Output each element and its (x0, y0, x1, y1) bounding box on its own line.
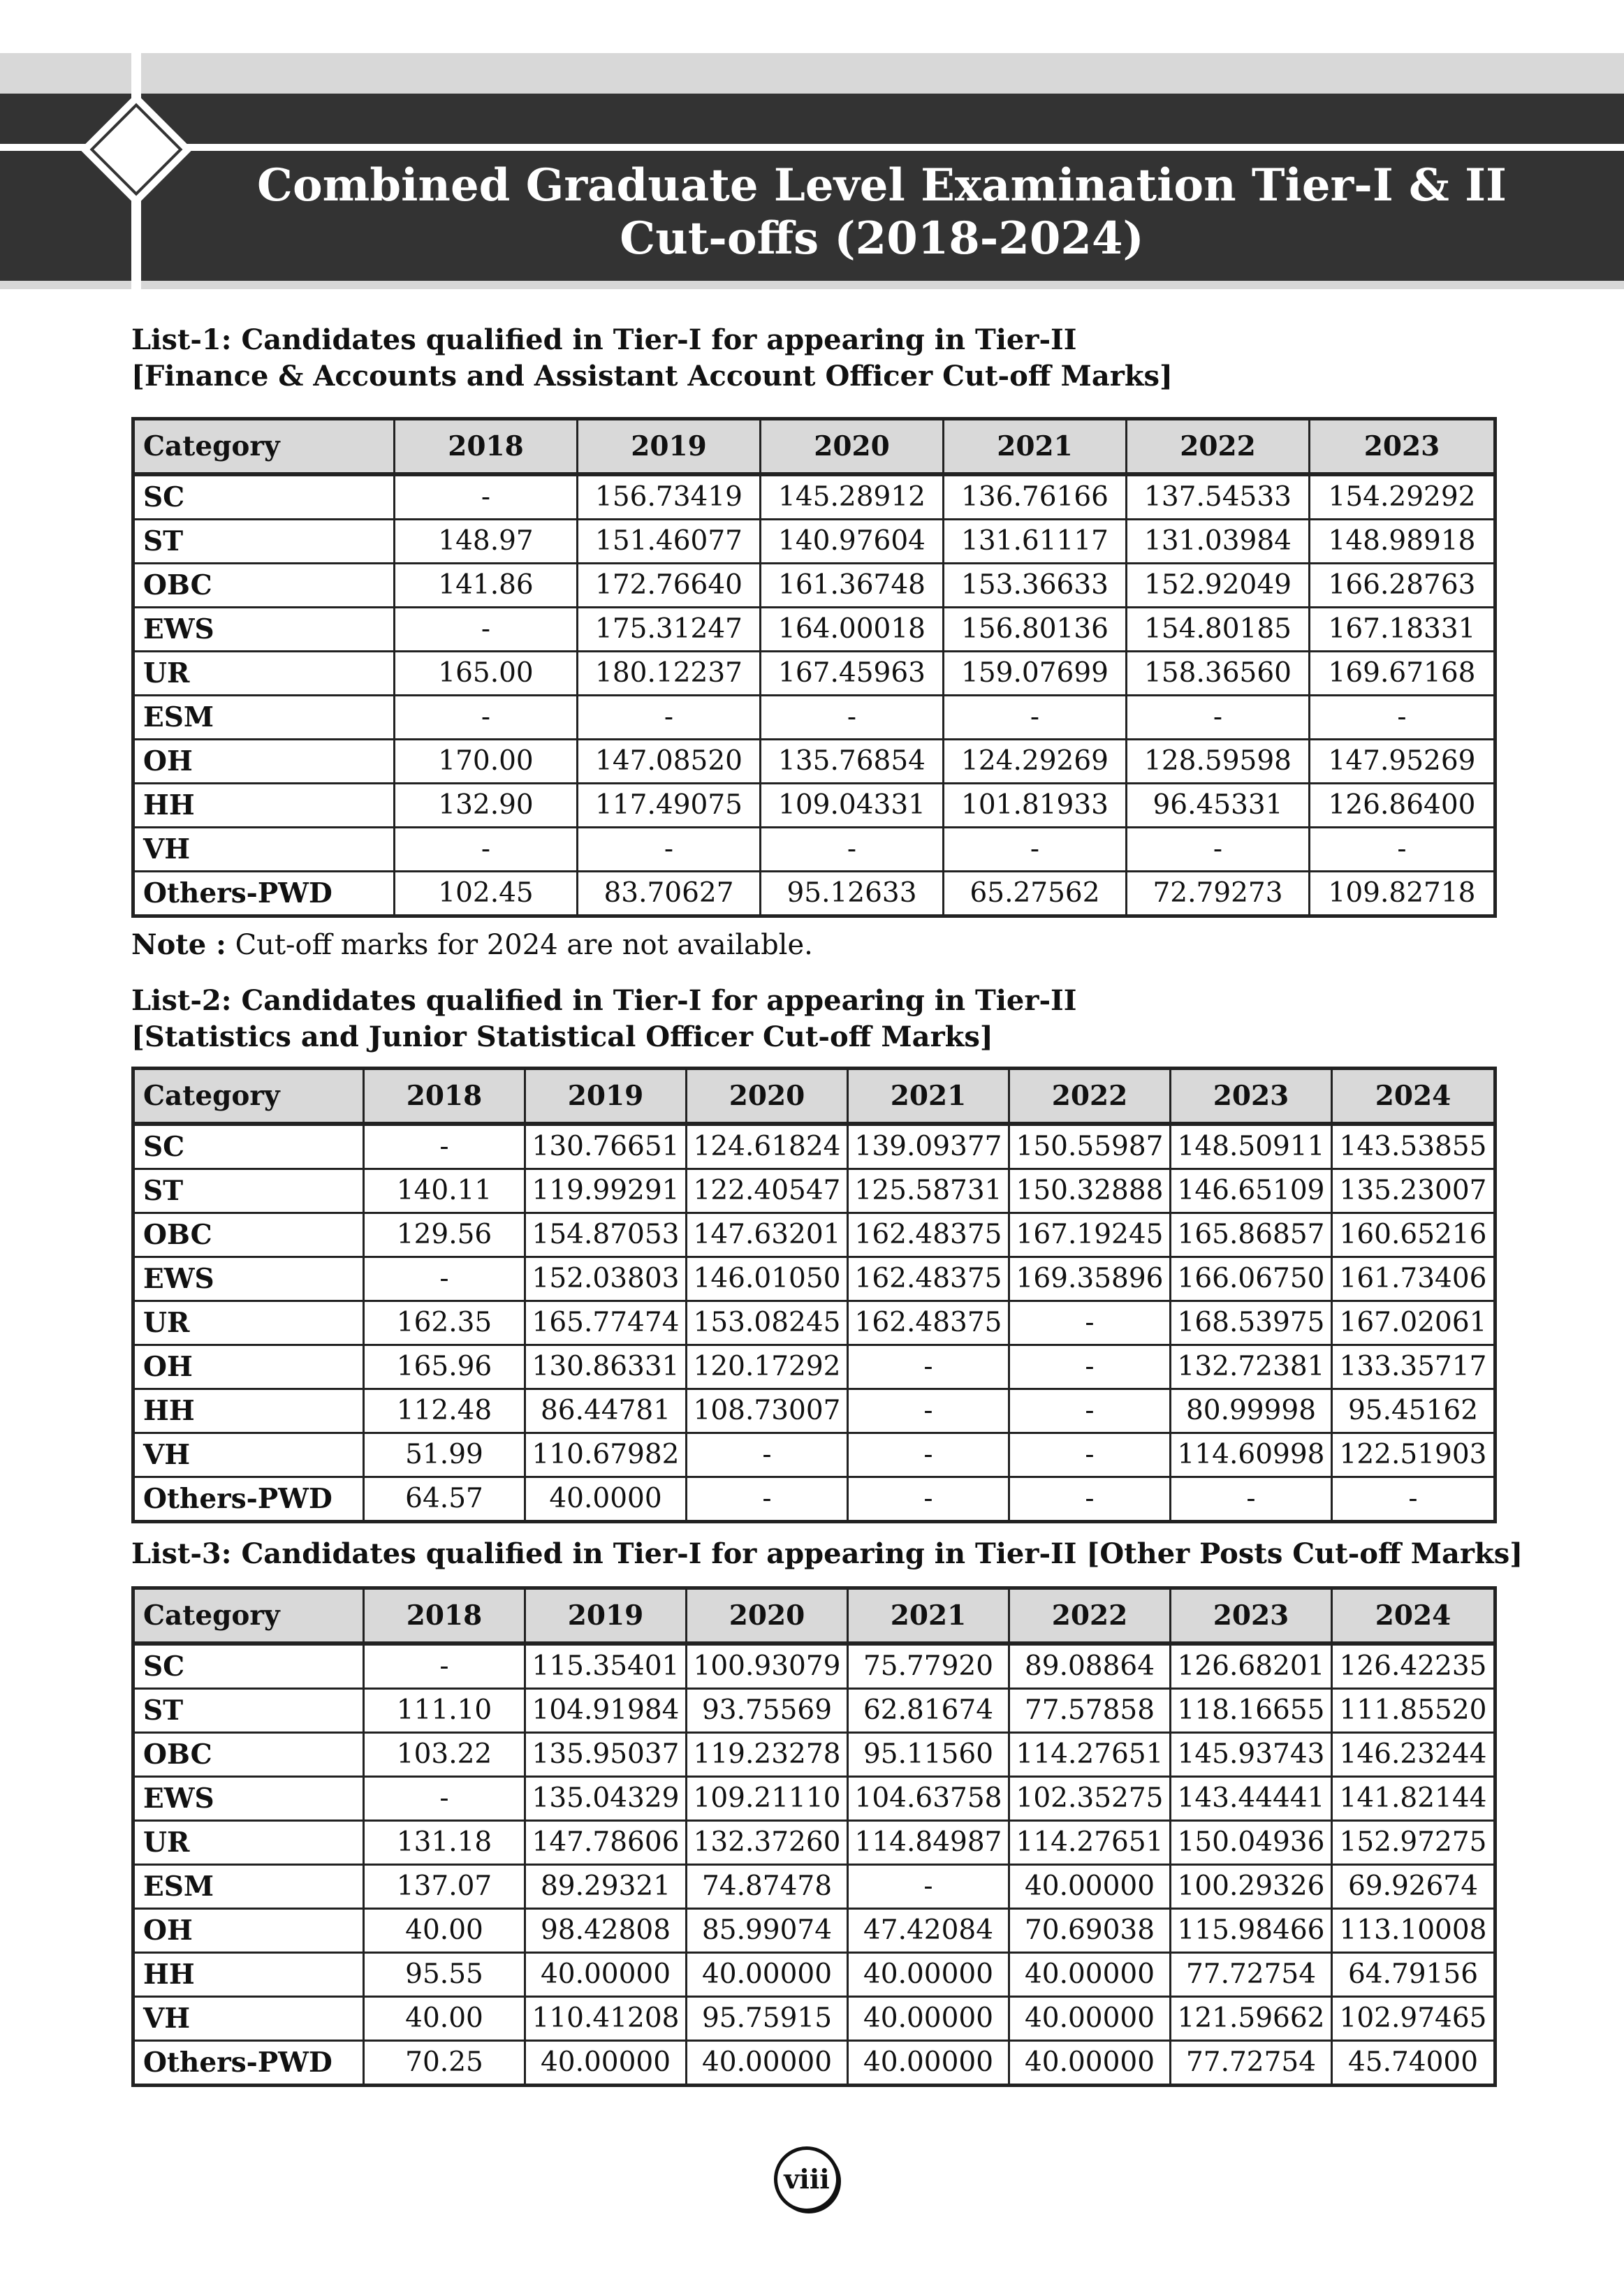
table-row (133, 1953, 1495, 1997)
cutoff-cell: 40.00000 (1009, 1865, 1171, 1909)
cutoff-cell: 115.35401 (525, 1644, 687, 1689)
table-row (133, 1477, 1495, 1522)
cutoff-cell: 77.72754 (1171, 2041, 1332, 2086)
cutoff-cell: 162.48375 (848, 1257, 1009, 1301)
cutoff-cell: 103.22 (364, 1733, 525, 1777)
cutoff-cell: 161.36748 (761, 564, 944, 608)
cutoff-cell: 130.76651 (525, 1124, 687, 1169)
cutoff-cell: 86.44781 (525, 1389, 687, 1433)
table-header-row (133, 1069, 1495, 1125)
cutoff-cell: 40.00000 (1009, 1953, 1171, 1997)
cutoff-cell: 145.28912 (761, 474, 944, 520)
cutoff-cell: 70.25 (364, 2041, 525, 2086)
cutoff-cell: 113.10008 (1332, 1909, 1495, 1953)
cutoff-cell: 164.00018 (761, 608, 944, 652)
cutoff-cell: - (578, 696, 761, 740)
cutoff-cell: 141.82144 (1332, 1777, 1495, 1821)
cutoff-cell: 135.95037 (525, 1733, 687, 1777)
page-title: Combined Graduate Level Examination Tier-I & II (257, 159, 1507, 212)
table-row (133, 696, 1495, 740)
cutoff-cell: 152.03803 (525, 1257, 687, 1301)
row-category: UR (133, 1301, 364, 1345)
cutoff-cell: - (395, 474, 578, 520)
row-category: VH (133, 828, 395, 872)
cutoff-cell: 111.85520 (1332, 1689, 1495, 1733)
cutoff-cell: 119.23278 (687, 1733, 848, 1777)
cutoff-cell: - (687, 1433, 848, 1477)
cutoff-cell: 40.00000 (1009, 1997, 1171, 2041)
cutoff-cell: 40.0000 (525, 1477, 687, 1522)
cutoff-cell: 147.63201 (687, 1213, 848, 1257)
column-header-category: Category (133, 419, 395, 475)
cutoff-cell: 156.80136 (944, 608, 1127, 652)
cutoff-cell: 143.44441 (1171, 1777, 1332, 1821)
cutoff-cell: - (1310, 828, 1495, 872)
cutoff-cell: 111.10 (364, 1689, 525, 1733)
cutoff-cell: 172.76640 (578, 564, 761, 608)
column-header-year: 2018 (395, 419, 578, 475)
table-row (133, 1389, 1495, 1433)
row-category: VH (133, 1433, 364, 1477)
cutoff-cell: 96.45331 (1127, 784, 1310, 828)
cutoff-cell: 40.00000 (848, 1997, 1009, 2041)
cutoff-cell: 124.61824 (687, 1124, 848, 1169)
cutoff-cell: 114.84987 (848, 1821, 1009, 1865)
cutoff-cell: 109.21110 (687, 1777, 848, 1821)
table-row (133, 1909, 1495, 1953)
cutoff-cell: 117.49075 (578, 784, 761, 828)
cutoff-cell: 132.90 (395, 784, 578, 828)
row-category: EWS (133, 1257, 364, 1301)
table-row (133, 608, 1495, 652)
cutoff-cell: - (761, 828, 944, 872)
cutoff-cell: - (1009, 1345, 1171, 1389)
table-row (133, 1433, 1495, 1477)
row-category: EWS (133, 1777, 364, 1821)
row-category: ESM (133, 696, 395, 740)
cutoff-cell: 64.79156 (1332, 1953, 1495, 1997)
cutoff-cell: 147.95269 (1310, 740, 1495, 784)
cutoff-cell: 140.97604 (761, 520, 944, 564)
cutoff-cell: - (944, 696, 1127, 740)
cutoff-cell: 148.50911 (1171, 1124, 1332, 1169)
row-category: OH (133, 1909, 364, 1953)
cutoff-cell: 40.00 (364, 1997, 525, 2041)
column-header-year: 2022 (1127, 419, 1310, 475)
cutoff-cell: 132.37260 (687, 1821, 848, 1865)
list1-table (131, 417, 1497, 918)
column-header-year: 2021 (848, 1069, 1009, 1125)
cutoff-cell: 65.27562 (944, 872, 1127, 916)
cutoff-cell: 83.70627 (578, 872, 761, 916)
column-header-year: 2021 (848, 1588, 1009, 1644)
row-category: OH (133, 1345, 364, 1389)
cutoff-cell: - (395, 696, 578, 740)
cutoff-cell: 89.29321 (525, 1865, 687, 1909)
cutoff-cell: 153.08245 (687, 1301, 848, 1345)
table-row (133, 520, 1495, 564)
column-header-category: Category (133, 1588, 364, 1644)
list2-subtitle: [Statistics and Junior Statistical Officer Cut-off Marks] (131, 1020, 993, 1053)
row-category: HH (133, 784, 395, 828)
cutoff-cell: 165.77474 (525, 1301, 687, 1345)
row-category: UR (133, 1821, 364, 1865)
cutoff-cell: 133.35717 (1332, 1345, 1495, 1389)
cutoff-cell: 162.35 (364, 1301, 525, 1345)
column-header-year: 2020 (761, 419, 944, 475)
cutoff-cell: 139.09377 (848, 1124, 1009, 1169)
list2-table (131, 1067, 1497, 1523)
column-header-year: 2021 (944, 419, 1127, 475)
cutoff-cell: 167.02061 (1332, 1301, 1495, 1345)
table-row (133, 1821, 1495, 1865)
cutoff-cell: 143.53855 (1332, 1124, 1495, 1169)
column-header-year: 2022 (1009, 1588, 1171, 1644)
header-top-strip (0, 53, 1624, 94)
column-header-year: 2018 (364, 1069, 525, 1125)
row-category: OH (133, 740, 395, 784)
cutoff-cell: 110.41208 (525, 1997, 687, 2041)
column-header-year: 2018 (364, 1588, 525, 1644)
cutoff-cell: 148.97 (395, 520, 578, 564)
cutoff-cell: - (1009, 1389, 1171, 1433)
table-header-row (133, 419, 1495, 475)
column-header-year: 2020 (687, 1069, 848, 1125)
cutoff-cell: 170.00 (395, 740, 578, 784)
cutoff-cell: 135.76854 (761, 740, 944, 784)
table-row (133, 474, 1495, 520)
list1-title: List-1: Candidates qualified in Tier-I for appearing in Tier-II (131, 323, 1077, 356)
cutoff-cell: - (1009, 1477, 1171, 1522)
cutoff-cell: 95.75915 (687, 1997, 848, 2041)
cutoff-cell: - (1171, 1477, 1332, 1522)
row-category: VH (133, 1997, 364, 2041)
cutoff-cell: - (395, 608, 578, 652)
header-rule (0, 144, 1624, 151)
cutoff-cell: 156.73419 (578, 474, 761, 520)
cutoff-cell: - (395, 828, 578, 872)
cutoff-cell: 132.72381 (1171, 1345, 1332, 1389)
cutoff-cell: - (364, 1257, 525, 1301)
cutoff-cell: 146.01050 (687, 1257, 848, 1301)
column-header-year: 2024 (1332, 1588, 1495, 1644)
cutoff-cell: 125.58731 (848, 1169, 1009, 1213)
cutoff-cell: - (1009, 1301, 1171, 1345)
cutoff-cell: 114.27651 (1009, 1733, 1171, 1777)
table-row (133, 1169, 1495, 1213)
page-subtitle: Cut-offs (2018-2024) (620, 212, 1144, 265)
row-category: Others-PWD (133, 2041, 364, 2086)
cutoff-cell: 169.35896 (1009, 1257, 1171, 1301)
row-category: ESM (133, 1865, 364, 1909)
table-row (133, 1733, 1495, 1777)
column-header-year: 2019 (525, 1588, 687, 1644)
cutoff-cell: 40.00 (364, 1909, 525, 1953)
cutoff-cell: 122.40547 (687, 1169, 848, 1213)
cutoff-cell: 150.04936 (1171, 1821, 1332, 1865)
cutoff-cell: 40.00000 (687, 1953, 848, 1997)
table-row (133, 564, 1495, 608)
table-row (133, 2041, 1495, 2086)
row-category: SC (133, 474, 395, 520)
row-category: UR (133, 652, 395, 696)
page-number: viii (774, 2146, 840, 2212)
list3-title: List-3: Candidates qualified in Tier-I for appearing in Tier-II [Other Posts Cut-off Marks] (131, 1537, 1523, 1570)
cutoff-cell: - (848, 1477, 1009, 1522)
row-category: EWS (133, 608, 395, 652)
cutoff-cell: 93.75569 (687, 1689, 848, 1733)
table-row (133, 872, 1495, 916)
cutoff-cell: 135.04329 (525, 1777, 687, 1821)
cutoff-cell: 47.42084 (848, 1909, 1009, 1953)
cutoff-cell: - (364, 1124, 525, 1169)
table-row (133, 740, 1495, 784)
cutoff-cell: 120.17292 (687, 1345, 848, 1389)
cutoff-cell: 167.45963 (761, 652, 944, 696)
cutoff-cell: 100.29326 (1171, 1865, 1332, 1909)
cutoff-cell: 136.76166 (944, 474, 1127, 520)
cutoff-cell: 77.57858 (1009, 1689, 1171, 1733)
cutoff-cell: 131.18 (364, 1821, 525, 1865)
column-header-year: 2024 (1332, 1069, 1495, 1125)
column-header-year: 2019 (578, 419, 761, 475)
cutoff-cell: 95.55 (364, 1953, 525, 1997)
cutoff-cell: 80.99998 (1171, 1389, 1332, 1433)
cutoff-cell: 159.07699 (944, 652, 1127, 696)
table-row (133, 1257, 1495, 1301)
cutoff-cell: 131.03984 (1127, 520, 1310, 564)
cutoff-cell: 141.86 (395, 564, 578, 608)
column-header-category: Category (133, 1069, 364, 1125)
cutoff-cell: 64.57 (364, 1477, 525, 1522)
cutoff-cell: - (848, 1433, 1009, 1477)
table-row (133, 1777, 1495, 1821)
cutoff-cell: 150.32888 (1009, 1169, 1171, 1213)
cutoff-cell: 151.46077 (578, 520, 761, 564)
cutoff-cell: 95.11560 (848, 1733, 1009, 1777)
cutoff-cell: 110.67982 (525, 1433, 687, 1477)
row-category: Others-PWD (133, 872, 395, 916)
header-bottom-strip (0, 281, 1624, 289)
cutoff-cell: 129.56 (364, 1213, 525, 1257)
cutoff-cell: 135.23007 (1332, 1169, 1495, 1213)
cutoff-cell: 102.35275 (1009, 1777, 1171, 1821)
cutoff-cell: 40.00000 (525, 1953, 687, 1997)
cutoff-cell: 162.48375 (848, 1301, 1009, 1345)
cutoff-cell: 104.91984 (525, 1689, 687, 1733)
cutoff-cell: 140.11 (364, 1169, 525, 1213)
cutoff-cell: 77.72754 (1171, 1953, 1332, 1997)
cutoff-cell: 109.04331 (761, 784, 944, 828)
cutoff-cell: 62.81674 (848, 1689, 1009, 1733)
row-category: SC (133, 1644, 364, 1689)
cutoff-cell: 114.27651 (1009, 1821, 1171, 1865)
cutoff-cell: 126.42235 (1332, 1644, 1495, 1689)
cutoff-cell: 126.86400 (1310, 784, 1495, 828)
row-category: ST (133, 1169, 364, 1213)
cutoff-cell: 166.28763 (1310, 564, 1495, 608)
cutoff-cell: 126.68201 (1171, 1644, 1332, 1689)
table-row (133, 1301, 1495, 1345)
column-header-year: 2019 (525, 1069, 687, 1125)
cutoff-cell: 162.48375 (848, 1213, 1009, 1257)
table-row (133, 828, 1495, 872)
cutoff-cell: 115.98466 (1171, 1909, 1332, 1953)
cutoff-cell: 102.45 (395, 872, 578, 916)
table-row (133, 1997, 1495, 2041)
cutoff-cell: 40.00000 (848, 1953, 1009, 1997)
cutoff-cell: 95.12633 (761, 872, 944, 916)
table-row (133, 1865, 1495, 1909)
cutoff-cell: - (1332, 1477, 1495, 1522)
cutoff-cell: 124.29269 (944, 740, 1127, 784)
cutoff-cell: - (364, 1777, 525, 1821)
table-row (133, 1124, 1495, 1169)
cutoff-cell: 168.53975 (1171, 1301, 1332, 1345)
cutoff-cell: 51.99 (364, 1433, 525, 1477)
cutoff-cell: 108.73007 (687, 1389, 848, 1433)
cutoff-cell: 137.54533 (1127, 474, 1310, 520)
cutoff-cell: 101.81933 (944, 784, 1127, 828)
cutoff-cell: - (848, 1345, 1009, 1389)
cutoff-cell: 100.93079 (687, 1644, 848, 1689)
cutoff-cell: 128.59598 (1127, 740, 1310, 784)
cutoff-cell: 165.86857 (1171, 1213, 1332, 1257)
cutoff-cell: 147.78606 (525, 1821, 687, 1865)
cutoff-cell: 104.63758 (848, 1777, 1009, 1821)
cutoff-cell: - (1127, 828, 1310, 872)
cutoff-cell: 122.51903 (1332, 1433, 1495, 1477)
note-text: Cut-off marks for 2024 are not available. (226, 929, 813, 961)
cutoff-cell: 119.99291 (525, 1169, 687, 1213)
cutoff-cell: 167.18331 (1310, 608, 1495, 652)
cutoff-cell: - (578, 828, 761, 872)
cutoff-cell: 180.12237 (578, 652, 761, 696)
cutoff-cell: 131.61117 (944, 520, 1127, 564)
cutoff-cell: 166.06750 (1171, 1257, 1332, 1301)
cutoff-cell: 137.07 (364, 1865, 525, 1909)
note-label: Note : (131, 928, 226, 961)
cutoff-cell: 175.31247 (578, 608, 761, 652)
cutoff-cell: - (364, 1644, 525, 1689)
cutoff-cell: 70.69038 (1009, 1909, 1171, 1953)
cutoff-cell: 161.73406 (1332, 1257, 1495, 1301)
cutoff-cell: 152.92049 (1127, 564, 1310, 608)
cutoff-cell: 112.48 (364, 1389, 525, 1433)
column-header-year: 2023 (1310, 419, 1495, 475)
cutoff-cell: 148.98918 (1310, 520, 1495, 564)
cutoff-cell: 160.65216 (1332, 1213, 1495, 1257)
cutoff-cell: 109.82718 (1310, 872, 1495, 916)
cutoff-cell: 169.67168 (1310, 652, 1495, 696)
table-row (133, 1345, 1495, 1389)
cutoff-cell: 95.45162 (1332, 1389, 1495, 1433)
cutoff-cell: 158.36560 (1127, 652, 1310, 696)
cutoff-cell: - (687, 1477, 848, 1522)
cutoff-cell: - (1009, 1433, 1171, 1477)
column-header-year: 2020 (687, 1588, 848, 1644)
cutoff-cell: 154.87053 (525, 1213, 687, 1257)
row-category: OBC (133, 1213, 364, 1257)
cutoff-cell: - (848, 1389, 1009, 1433)
cutoff-cell: 150.55987 (1009, 1124, 1171, 1169)
cutoff-cell: 75.77920 (848, 1644, 1009, 1689)
cutoff-cell: - (1127, 696, 1310, 740)
cutoff-cell: 40.00000 (848, 2041, 1009, 2086)
row-category: OBC (133, 564, 395, 608)
table-row (133, 1213, 1495, 1257)
cutoff-cell: 40.00000 (1009, 2041, 1171, 2086)
table-row (133, 784, 1495, 828)
cutoff-cell: 146.65109 (1171, 1169, 1332, 1213)
cutoff-cell: 45.74000 (1332, 2041, 1495, 2086)
cutoff-cell: 154.29292 (1310, 474, 1495, 520)
column-header-year: 2023 (1171, 1588, 1332, 1644)
cutoff-cell: 85.99074 (687, 1909, 848, 1953)
row-category: HH (133, 1953, 364, 1997)
cutoff-cell: 102.97465 (1332, 1997, 1495, 2041)
row-category: ST (133, 520, 395, 564)
list3-table (131, 1586, 1497, 2087)
table-row (133, 1689, 1495, 1733)
cutoff-cell: 146.23244 (1332, 1733, 1495, 1777)
cutoff-cell: 74.87478 (687, 1865, 848, 1909)
cutoff-cell: 153.36633 (944, 564, 1127, 608)
cutoff-cell: - (761, 696, 944, 740)
table-row (133, 652, 1495, 696)
cutoff-cell: 147.08520 (578, 740, 761, 784)
cutoff-cell: 145.93743 (1171, 1733, 1332, 1777)
column-header-year: 2023 (1171, 1069, 1332, 1125)
cutoff-cell: 40.00000 (525, 2041, 687, 2086)
row-category: ST (133, 1689, 364, 1733)
cutoff-cell: 130.86331 (525, 1345, 687, 1389)
row-category: HH (133, 1389, 364, 1433)
table-header-row (133, 1588, 1495, 1644)
row-category: SC (133, 1124, 364, 1169)
table-row (133, 1644, 1495, 1689)
cutoff-cell: 69.92674 (1332, 1865, 1495, 1909)
cutoff-cell: 118.16655 (1171, 1689, 1332, 1733)
cutoff-cell: 114.60998 (1171, 1433, 1332, 1477)
cutoff-cell: 121.59662 (1171, 1997, 1332, 2041)
list1-note (131, 928, 813, 962)
cutoff-cell: 165.96 (364, 1345, 525, 1389)
cutoff-cell: 165.00 (395, 652, 578, 696)
list1-subtitle: [Finance & Accounts and Assistant Account Officer Cut-off Marks] (131, 360, 1173, 393)
cutoff-cell: 72.79273 (1127, 872, 1310, 916)
cutoff-cell: - (1310, 696, 1495, 740)
cutoff-cell: - (848, 1865, 1009, 1909)
list2-title: List-2: Candidates qualified in Tier-I for appearing in Tier-II (131, 984, 1077, 1017)
cutoff-cell: 167.19245 (1009, 1213, 1171, 1257)
cutoff-cell: - (944, 828, 1127, 872)
cutoff-cell: 40.00000 (687, 2041, 848, 2086)
column-header-year: 2022 (1009, 1069, 1171, 1125)
row-category: Others-PWD (133, 1477, 364, 1522)
cutoff-cell: 152.97275 (1332, 1821, 1495, 1865)
cutoff-cell: 98.42808 (525, 1909, 687, 1953)
cutoff-cell: 154.80185 (1127, 608, 1310, 652)
cutoff-cell: 89.08864 (1009, 1644, 1171, 1689)
row-category: OBC (133, 1733, 364, 1777)
